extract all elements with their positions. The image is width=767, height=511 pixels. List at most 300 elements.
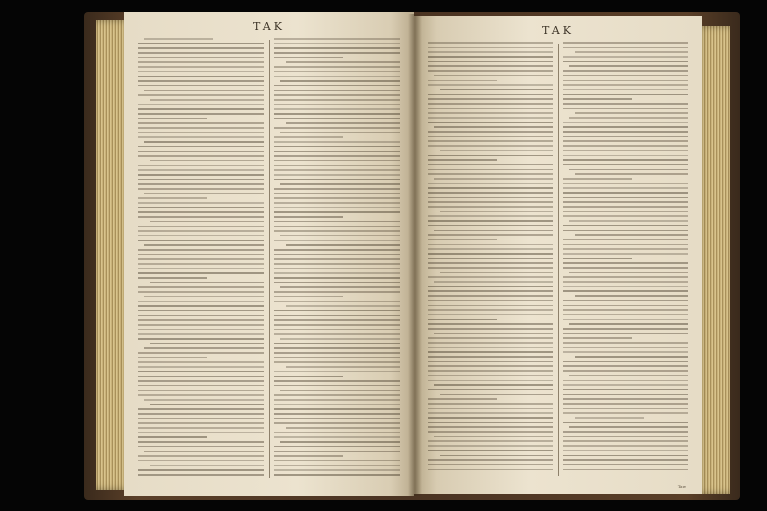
text-line-texture <box>563 89 688 91</box>
text-line-texture <box>280 132 400 134</box>
text-line-texture <box>150 465 264 467</box>
text-line-texture <box>563 408 688 410</box>
text-line-texture <box>280 80 400 82</box>
text-line-texture <box>138 235 264 237</box>
text-line-texture <box>575 173 688 175</box>
text-line-texture <box>428 286 553 288</box>
text-line-texture <box>274 188 400 190</box>
text-line-texture <box>428 206 553 208</box>
text-line-texture <box>563 267 688 269</box>
text-line-texture <box>274 460 400 462</box>
text-line-texture <box>274 179 400 181</box>
text-line-texture <box>563 455 688 457</box>
text-line-texture <box>274 193 400 195</box>
text-line-texture <box>575 295 688 297</box>
text-line-texture <box>274 254 400 256</box>
text-line-texture <box>280 390 400 392</box>
text-line-texture <box>428 234 553 236</box>
text-line-texture <box>138 357 207 359</box>
text-line-texture <box>274 347 400 349</box>
text-line-texture <box>428 290 553 292</box>
text-line-texture <box>138 258 264 260</box>
text-line-texture <box>138 263 264 265</box>
text-line-texture <box>428 445 553 447</box>
text-line-texture <box>138 57 264 59</box>
text-line-texture <box>428 108 553 110</box>
text-line-texture <box>280 183 400 185</box>
text-line-texture <box>138 165 264 167</box>
text-line-texture <box>138 418 264 420</box>
text-line-texture <box>274 216 343 218</box>
text-line-texture <box>274 380 400 382</box>
text-line-texture <box>428 244 553 246</box>
text-line-texture <box>428 417 553 419</box>
text-line-texture <box>138 380 264 382</box>
text-line-texture <box>563 84 688 86</box>
text-line-texture <box>274 282 400 284</box>
text-line-texture <box>563 464 688 466</box>
text-line-texture <box>138 155 264 157</box>
text-line-texture <box>563 281 688 283</box>
text-line-texture <box>274 207 400 209</box>
text-line-texture <box>428 80 497 82</box>
text-line-texture <box>138 277 207 279</box>
text-line-texture <box>138 310 264 312</box>
text-line-texture <box>274 357 400 359</box>
text-line-texture <box>138 151 264 153</box>
text-line-texture <box>274 333 400 335</box>
text-line-texture <box>563 164 688 166</box>
text-line-texture <box>274 474 400 476</box>
text-line-texture <box>274 151 400 153</box>
text-line-texture <box>274 268 400 270</box>
text-line-texture <box>138 47 264 49</box>
text-line-texture <box>563 436 688 438</box>
text-line-texture <box>428 426 553 428</box>
text-line-texture <box>274 465 400 467</box>
text-line-texture <box>286 61 400 63</box>
text-line-texture <box>274 174 400 176</box>
text-line-texture <box>274 446 400 448</box>
text-line-texture <box>144 90 264 92</box>
text-line-texture <box>280 441 400 443</box>
text-line-texture <box>563 225 688 227</box>
text-line-texture <box>428 215 553 217</box>
text-line-texture <box>563 47 688 49</box>
text-line-texture <box>428 464 553 466</box>
text-line-texture <box>274 329 400 331</box>
text-line-texture <box>274 169 400 171</box>
text-line-texture <box>274 57 343 59</box>
text-line-texture <box>428 47 553 49</box>
text-line-texture <box>440 211 553 213</box>
text-line-texture <box>138 80 264 82</box>
right-column-1 <box>428 42 553 478</box>
text-line-texture <box>563 258 632 260</box>
text-line-texture <box>138 422 264 424</box>
text-line-texture <box>428 225 553 227</box>
text-line-texture <box>575 417 644 419</box>
text-line-texture <box>274 226 400 228</box>
text-line-texture <box>428 112 553 114</box>
text-line-texture <box>138 305 264 307</box>
text-line-texture <box>144 399 264 401</box>
text-line-texture <box>563 126 688 128</box>
text-line-texture <box>428 192 553 194</box>
text-line-texture <box>138 76 264 78</box>
text-line-texture <box>428 412 553 414</box>
left-running-head: TAK <box>253 20 285 33</box>
text-line-texture <box>440 272 553 274</box>
text-line-texture <box>428 267 553 269</box>
text-line-texture <box>428 131 553 133</box>
text-line-texture <box>563 145 688 147</box>
text-line-texture <box>138 361 264 363</box>
text-line-texture <box>563 314 688 316</box>
text-line-texture <box>428 173 553 175</box>
text-line-texture <box>428 61 553 63</box>
text-line-texture <box>274 451 400 453</box>
text-line-texture <box>563 459 688 461</box>
text-line-texture <box>138 286 264 288</box>
text-line-texture <box>428 201 553 203</box>
left-column-1 <box>138 38 264 480</box>
text-line-texture <box>138 385 264 387</box>
text-line-texture <box>138 333 264 335</box>
text-line-texture <box>274 319 400 321</box>
text-line-texture <box>144 451 264 453</box>
text-line-texture <box>138 390 264 392</box>
text-line-texture <box>563 286 688 288</box>
text-line-texture <box>138 455 264 457</box>
text-line-texture <box>428 140 553 142</box>
text-line-texture <box>440 455 553 457</box>
text-line-texture <box>428 375 553 377</box>
text-line-texture <box>138 469 264 471</box>
text-line-texture <box>428 159 497 161</box>
text-line-texture <box>563 300 688 302</box>
text-line-texture <box>428 253 553 255</box>
text-line-texture <box>138 61 264 63</box>
text-line-texture <box>563 201 688 203</box>
text-line-texture <box>138 183 264 185</box>
text-line-texture <box>138 132 264 134</box>
text-line-texture <box>563 384 688 386</box>
text-line-texture <box>274 230 400 232</box>
text-line-texture <box>138 188 264 190</box>
text-line-texture <box>428 136 553 138</box>
text-line-texture <box>428 197 553 199</box>
text-line-texture <box>563 197 688 199</box>
text-line-texture <box>274 141 400 143</box>
text-line-texture <box>138 85 264 87</box>
book-gutter <box>408 14 422 496</box>
right-running-head: TAK <box>542 24 574 37</box>
text-line-texture <box>428 103 553 105</box>
text-line-texture <box>563 445 688 447</box>
text-line-texture <box>563 80 688 82</box>
text-line-texture <box>274 352 400 354</box>
text-line-texture <box>569 272 688 274</box>
text-line-texture <box>563 431 688 433</box>
left-columns <box>138 38 400 480</box>
text-line-texture <box>428 42 553 44</box>
text-line-texture <box>138 376 264 378</box>
text-line-texture <box>428 65 553 67</box>
text-line-texture <box>144 296 264 298</box>
text-line-texture <box>569 220 688 222</box>
text-line-texture <box>563 262 688 264</box>
text-line-texture <box>563 140 688 142</box>
text-line-texture <box>150 282 264 284</box>
text-line-texture <box>440 394 553 396</box>
text-line-texture <box>274 310 400 312</box>
text-line-texture <box>563 239 688 241</box>
text-line-texture <box>138 122 264 124</box>
text-line-texture <box>428 56 553 58</box>
text-line-texture <box>428 319 497 321</box>
text-line-texture <box>563 342 688 344</box>
text-line-texture <box>138 324 264 326</box>
text-line-texture <box>138 366 264 368</box>
text-line-texture <box>563 211 688 213</box>
text-line-texture <box>138 169 264 171</box>
text-line-texture <box>428 169 553 171</box>
text-line-texture <box>434 126 553 128</box>
text-line-texture <box>138 474 264 476</box>
text-line-texture <box>428 164 553 166</box>
text-line-texture <box>138 174 264 176</box>
text-line-texture <box>428 422 553 424</box>
text-line-texture <box>280 286 400 288</box>
text-line-texture <box>428 365 553 367</box>
text-line-texture <box>428 98 553 100</box>
text-line-texture <box>138 43 264 45</box>
text-line-texture <box>563 370 688 372</box>
text-line-texture <box>274 90 400 92</box>
text-line-texture <box>138 408 264 410</box>
text-line-texture <box>274 71 400 73</box>
left-column-2 <box>274 38 400 480</box>
text-line-texture <box>569 65 688 67</box>
text-line-texture <box>428 220 553 222</box>
text-line-texture <box>563 365 688 367</box>
text-line-texture <box>138 249 264 251</box>
right-columns <box>428 42 688 478</box>
text-line-texture <box>563 56 688 58</box>
text-line-texture <box>274 165 400 167</box>
text-line-texture <box>274 146 400 148</box>
text-line-texture <box>138 394 264 396</box>
text-line-texture <box>144 347 264 349</box>
text-line-texture <box>440 150 553 152</box>
text-line-texture <box>138 179 264 181</box>
text-line-texture <box>563 333 688 335</box>
text-line-texture <box>274 324 400 326</box>
text-line-texture <box>274 113 400 115</box>
text-line-texture <box>428 356 553 358</box>
text-line-texture <box>274 413 400 415</box>
text-line-texture <box>274 361 400 363</box>
text-line-texture <box>563 192 688 194</box>
text-line-texture <box>563 150 688 152</box>
text-line-texture <box>138 216 264 218</box>
text-line-texture <box>563 108 688 110</box>
text-line-texture <box>428 300 553 302</box>
text-line-texture <box>428 351 553 353</box>
text-line-texture <box>138 301 264 303</box>
text-line-texture <box>563 75 688 77</box>
text-line-texture <box>434 333 553 335</box>
text-line-texture <box>428 398 497 400</box>
text-line-texture <box>428 145 553 147</box>
text-line-texture <box>138 118 207 120</box>
text-line-texture <box>274 47 400 49</box>
text-line-texture <box>138 207 264 209</box>
text-line-texture <box>563 159 688 161</box>
text-line-texture <box>138 460 264 462</box>
text-line-texture <box>563 422 688 424</box>
text-line-texture <box>428 328 553 330</box>
text-line-texture <box>274 301 400 303</box>
text-line-texture <box>274 99 400 101</box>
text-line-texture <box>138 338 264 340</box>
text-line-texture <box>274 85 400 87</box>
text-line-texture <box>274 240 400 242</box>
text-line-texture <box>138 211 264 213</box>
text-line-texture <box>428 408 553 410</box>
text-line-texture <box>274 436 400 438</box>
text-line-texture <box>274 469 400 471</box>
text-line-texture <box>428 323 553 325</box>
right-catchword: Taw <box>677 484 686 489</box>
text-line-texture <box>274 399 400 401</box>
text-line-texture <box>274 197 400 199</box>
text-line-texture <box>274 376 343 378</box>
text-line-texture <box>575 112 688 114</box>
right-column-2 <box>563 42 688 478</box>
text-line-texture <box>563 389 688 391</box>
text-line-texture <box>428 431 553 433</box>
text-line-texture <box>563 136 688 138</box>
text-line-texture <box>563 42 688 44</box>
text-line-texture <box>563 319 688 321</box>
text-line-texture <box>428 314 553 316</box>
text-line-texture <box>428 248 553 250</box>
text-line-texture <box>286 122 400 124</box>
text-line-texture <box>274 385 400 387</box>
text-line-texture <box>274 263 400 265</box>
text-line-texture <box>563 253 688 255</box>
text-line-texture <box>563 244 688 246</box>
text-line-texture <box>138 268 264 270</box>
text-line-texture <box>274 296 343 298</box>
text-line-texture <box>428 262 553 264</box>
text-line-texture <box>138 226 264 228</box>
text-line-texture <box>428 450 553 452</box>
text-line-texture <box>274 249 400 251</box>
text-line-texture <box>563 103 688 105</box>
text-line-texture <box>563 70 688 72</box>
text-line-texture <box>563 290 688 292</box>
text-line-texture <box>428 155 553 157</box>
text-line-texture <box>563 98 632 100</box>
text-line-texture <box>138 104 264 106</box>
text-line-texture <box>428 347 553 349</box>
text-line-texture <box>428 276 553 278</box>
text-line-texture <box>274 127 400 129</box>
text-line-texture <box>563 361 688 363</box>
text-line-texture <box>563 131 688 133</box>
text-line-texture <box>274 202 400 204</box>
text-line-texture <box>138 319 264 321</box>
text-line-texture <box>563 450 688 452</box>
text-line-texture <box>274 404 400 406</box>
text-line-texture <box>274 455 343 457</box>
text-line-texture <box>138 413 264 415</box>
text-line-texture <box>428 380 553 382</box>
text-line-texture <box>138 136 264 138</box>
text-line-texture <box>563 230 688 232</box>
text-line-texture <box>138 315 264 317</box>
text-line-texture <box>274 160 400 162</box>
text-line-texture <box>428 122 553 124</box>
text-line-texture <box>274 258 400 260</box>
text-line-texture <box>138 127 264 129</box>
text-line-texture <box>563 440 688 442</box>
text-line-texture <box>274 38 400 40</box>
text-line-texture <box>434 384 553 386</box>
text-line-texture <box>274 418 400 420</box>
text-line-texture <box>138 66 264 68</box>
text-line-texture <box>428 440 553 442</box>
text-line-texture <box>563 347 688 349</box>
text-line-texture <box>150 343 264 345</box>
text-line-texture <box>138 352 264 354</box>
text-line-texture <box>274 94 400 96</box>
text-line-texture <box>138 230 264 232</box>
text-line-texture <box>274 211 400 213</box>
text-line-texture <box>563 248 688 250</box>
text-line-texture <box>274 394 400 396</box>
text-line-texture <box>274 291 400 293</box>
text-line-texture <box>274 221 400 223</box>
text-line-texture <box>563 155 688 157</box>
text-line-texture <box>563 380 688 382</box>
text-line-texture <box>274 136 343 138</box>
text-line-texture <box>150 221 264 223</box>
text-line-texture <box>563 215 688 217</box>
text-line-texture <box>563 206 688 208</box>
text-line-texture <box>569 117 688 119</box>
text-line-texture <box>286 244 400 246</box>
text-line-texture <box>428 305 553 307</box>
text-line-texture <box>428 117 553 119</box>
text-line-texture <box>563 187 688 189</box>
text-line-texture <box>428 459 553 461</box>
text-line-texture <box>274 66 400 68</box>
text-line-texture <box>563 351 688 353</box>
text-line-texture <box>434 178 553 180</box>
text-line-texture <box>274 277 400 279</box>
text-line-texture <box>138 108 264 110</box>
text-line-texture <box>563 328 688 330</box>
text-line-texture <box>274 371 400 373</box>
text-line-texture <box>563 412 688 414</box>
text-line-texture <box>274 272 400 274</box>
text-line-texture <box>428 469 553 471</box>
text-line-texture <box>563 403 688 405</box>
